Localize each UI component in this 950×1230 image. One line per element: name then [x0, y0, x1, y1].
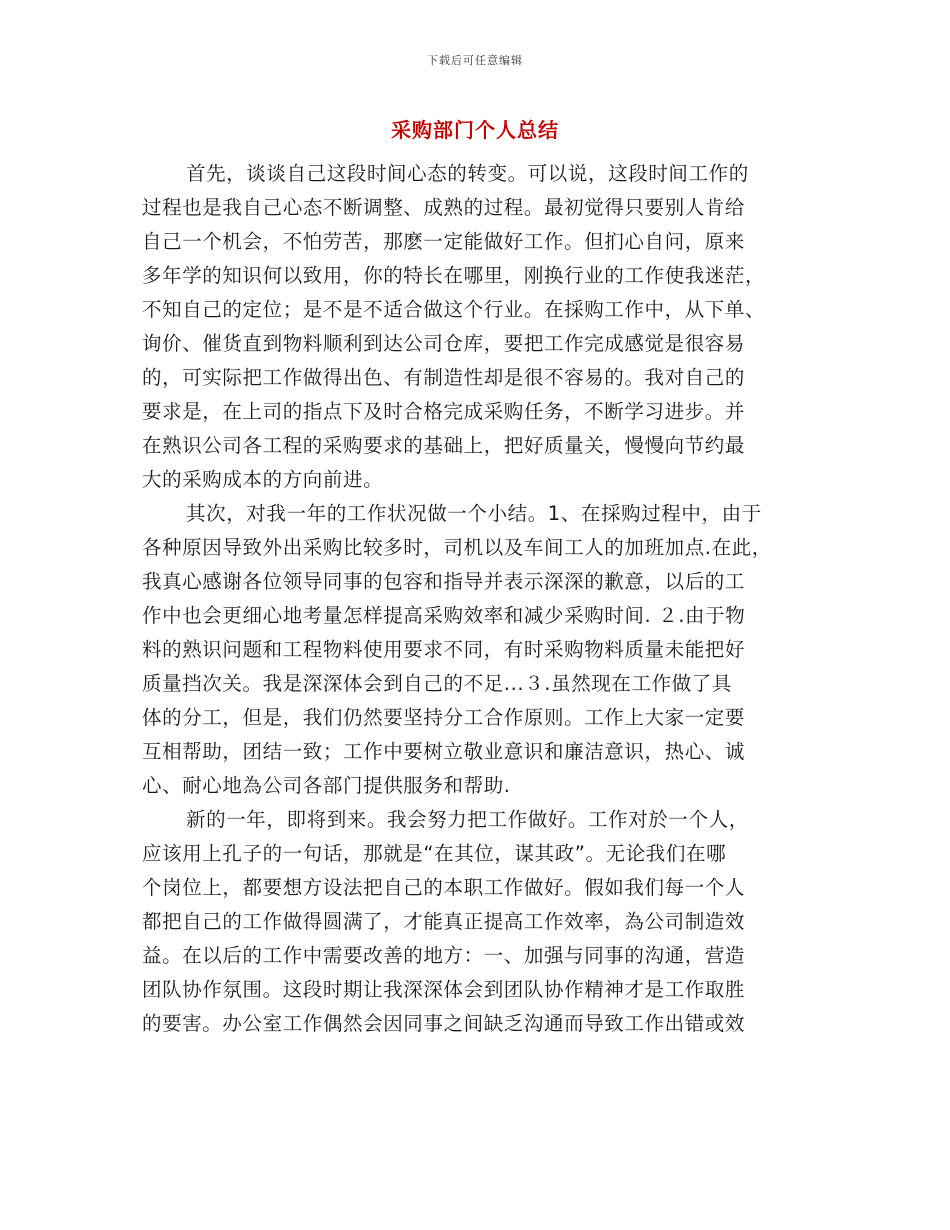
text-line: 团队协作氛围。这段时期让我深深体会到团队协作精神才是工作取胜 [142, 978, 746, 1001]
text-line: 应该用上孔子的一句话，那就是“在其位，谋其政”。无论我们在哪 [142, 842, 727, 865]
text-line: 的，可实际把工作做得出色、有制造性却是很不容易的。我对自己的 [142, 366, 746, 389]
text-line: 多年学的知识何以致用，你的特长在哪里，刚换行业的工作使我迷茫， [142, 264, 766, 287]
text-line: 个岗位上，都要想方设法把自己的本职工作做好。假如我们每一个人 [142, 876, 746, 899]
text-line: 过程也是我自己心态不断调整、成熟的过程。最初觉得只要别人肯给 [142, 196, 746, 219]
text-line: 互相帮助，团结一致；工作中要树立敬业意识和廉洁意识，热心、诚 [142, 740, 746, 763]
header-note: 下载后可任意编辑 [427, 54, 523, 67]
text-line: 首先，谈谈自己这段时间心态的转变。可以说，这段时间工作的 [186, 162, 749, 185]
text-line: 益。在以后的工作中需要改善的地方：一、加强与同事的沟通，营造 [142, 944, 746, 967]
text-line: 质量挡次关。我是深深体会到自己的不足...３.虽然现在工作做了具 [142, 672, 732, 695]
text-line: 不知自己的定位；是不是不适合做这个行业。在採购工作中，从下单、 [142, 298, 766, 321]
text-line: 询价、催货直到物料顺利到达公司仓库，要把工作完成感觉是很容易 [142, 332, 746, 355]
document-title: 采购部门个人总结 [391, 118, 559, 142]
document-body [142, 157, 822, 1041]
text-line: 心、耐心地為公司各部门提供服务和帮助. [142, 774, 511, 797]
text-line: 其次，对我一年的工作状况做一个小结。1、在採购过程中，由于 [186, 502, 762, 525]
text-line: 新的一年，即将到来。我会努力把工作做好。工作对於一个人， [186, 808, 749, 831]
text-line: 料的熟识问题和工程物料使用要求不同，有时采购物料质量未能把好 [142, 638, 746, 661]
text-line: 大的采购成本的方向前进。 [142, 468, 384, 491]
text-line: 都把自己的工作做得圆满了，才能真正提高工作效率，為公司制造效 [142, 910, 746, 933]
text-line: 在熟识公司各工程的采购要求的基础上，把好质量关，慢慢向节约最 [142, 434, 746, 457]
text-line: 各种原因导致外出采购比较多时，司机以及车间工人的加班加点.在此， [142, 536, 772, 559]
text-line: 自己一个机会，不怕劳苦，那麽一定能做好工作。但扪心自问，原来 [142, 230, 746, 253]
text-line: 的要害。办公室工作偶然会因同事之间缺乏沟通而导致工作出错或效 [142, 1012, 746, 1035]
text-line: 要求是，在上司的指点下及时合格完成采购任务，不断学习进步。并 [142, 400, 746, 423]
text-line: 作中也会更细心地考量怎样提高采购效率和减少采购时间. ２.由于物 [142, 604, 746, 627]
text-line: 我真心感谢各位领导同事的包容和指导并表示深深的歉意，以后的工 [142, 570, 746, 593]
text-line: 体的分工，但是，我们仍然要坚持分工合作原则。工作上大家一定要 [142, 706, 746, 729]
